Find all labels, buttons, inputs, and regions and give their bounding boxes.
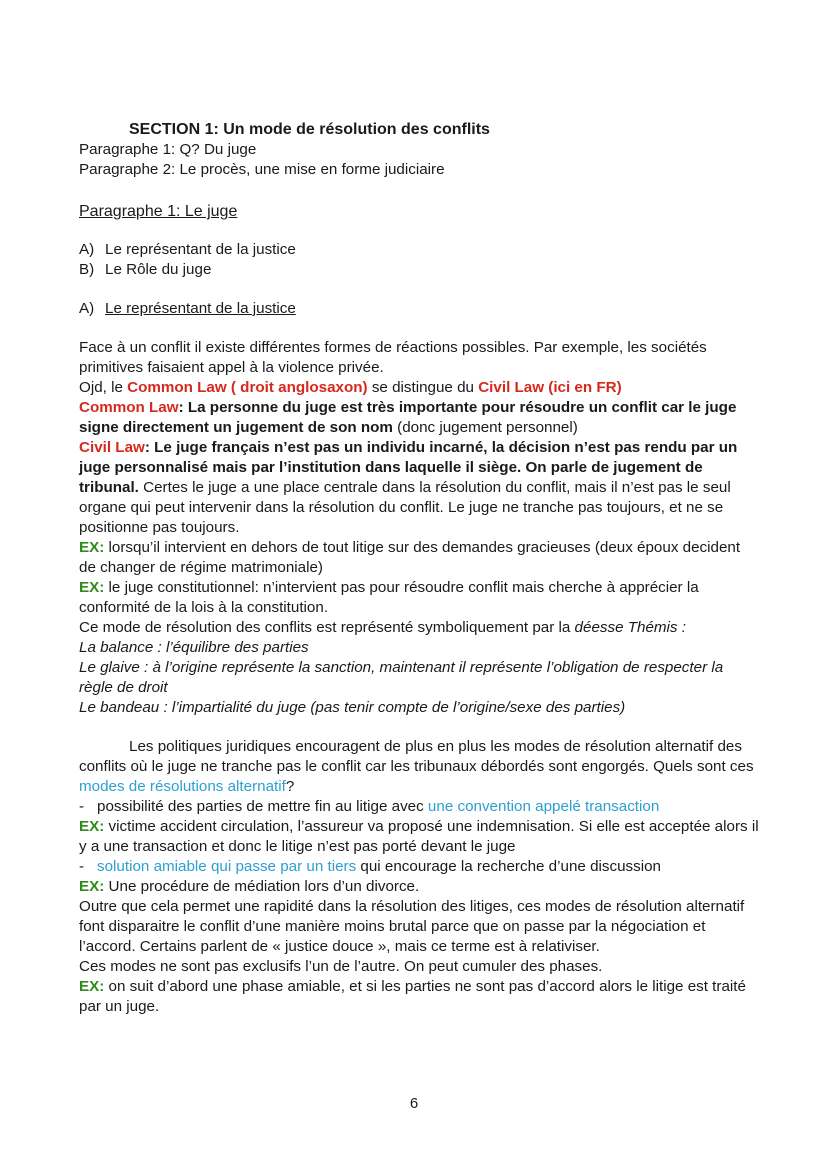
highlight-blue: solution amiable qui passe par un tiers xyxy=(97,858,357,875)
body-paragraph: Face à un conflit il existe différentes formes de réactions possibles. Par exemple, les sociétés primitives faisaient appel à la violence privée. xyxy=(79,339,707,376)
themis-item: Le bandeau : l’impartialité du juge (pas tenir compte de l’origine/sexe des parties) xyxy=(79,699,626,716)
body-paragraph: Ojd, le Common Law ( droit anglosaxon) se distingue du Civil Law (ici en FR) xyxy=(79,379,622,396)
term-label: Civil Law xyxy=(79,439,145,456)
example: EX: Une procédure de médiation lors d’un divorce. xyxy=(79,878,420,895)
outline-item: Paragraphe 1: Q? Du juge xyxy=(79,141,257,158)
example: EX: on suit d’abord une phase amiable, et si les parties ne sont pas d’accord alors le litige est traité par un juge. xyxy=(79,978,746,1015)
body-paragraph: Les politiques juridiques encouragent de plus en plus les modes de résolution alternatif des conflits où le juge ne tranche pas le conflit car les tribunaux débordés sont engorgés. Quels sont ces modes de résolutions alternatif? xyxy=(79,738,754,795)
highlight-blue: une convention appelé transaction xyxy=(427,798,660,815)
sub-heading xyxy=(79,299,759,319)
highlight-red: Common Law ( droit anglosaxon) xyxy=(127,379,368,396)
list-marker: A) xyxy=(79,241,95,258)
page-number: 6 xyxy=(409,1095,419,1112)
body-paragraph: Outre que cela permet une rapidité dans la résolution des litiges, ces modes de résolution alternatif font disparaitre le conflit d’une manière moins brutal parce que on passe par la négociation et l’accord. Certains parlent de « justice douce », mais ce terme est à relativiser. xyxy=(79,898,745,955)
example-label: EX: xyxy=(79,579,105,596)
list-text: Le Rôle du juge xyxy=(105,261,212,278)
body-paragraph: Ce mode de résolution des conflits est représenté symboliquement par la déesse Thémis : xyxy=(79,619,686,636)
sub-heading-text: Le représentant de la justice xyxy=(105,300,296,317)
example: EX: lorsqu’il intervient en dehors de tout litige sur des demandes gracieuses (deux époux decident de changer de régime matrimoniale) xyxy=(79,539,741,576)
highlight-blue: modes de résolutions alternatif xyxy=(79,778,286,795)
example-label: EX: xyxy=(79,878,105,895)
example: EX: victime accident circulation, l’assureur va proposé une indemnisation. Si elle est acceptée alors il y a une transaction et donc le litige n’est pas porté devant le juge xyxy=(79,818,759,855)
section-title: SECTION 1: Un mode de résolution des conflits xyxy=(129,121,490,138)
themis-item: Le glaive : à l’origine représente la sanction, maintenant il représente l’obligation de respecter la règle de droit xyxy=(79,659,724,696)
list-item xyxy=(79,240,759,260)
list-marker: B) xyxy=(79,261,95,278)
document-page xyxy=(79,120,759,1017)
dash-marker: - xyxy=(79,858,85,875)
sub-list xyxy=(79,240,759,280)
body-paragraph: Common Law: La personne du juge est très importante pour résoudre un conflit car le juge signe directement un jugement de son nom (donc jugement personnel) xyxy=(79,399,737,436)
example: EX: le juge constitutionnel: n’intervient pas pour résoudre conflit mais cherche à apprécier la conformité de la lois à la constitution. xyxy=(79,579,699,616)
example-label: EX: xyxy=(79,539,105,556)
term-label: Common Law xyxy=(79,399,179,416)
list-marker: A) xyxy=(79,300,95,317)
dash-marker: - xyxy=(79,798,85,815)
highlight-red: Civil Law (ici en FR) xyxy=(478,379,622,396)
dash-item: - possibilité des parties de mettre fin au litige avec une convention appelé transaction xyxy=(79,798,660,815)
themis-item: La balance : l’équilibre des parties xyxy=(79,639,309,656)
list-text: Le représentant de la justice xyxy=(105,241,296,258)
dash-item: - solution amiable qui passe par un tiers qui encourage la recherche d’une discussion xyxy=(79,858,661,875)
body-paragraph: Civil Law: Le juge français n’est pas un individu incarné, la décision n’est pas rendu par un juge personnalisé mais par l’institution dans laquelle il siège. On parle de jugement de tribunal. Certes le juge a une place centrale dans la résolution du conflit, mais il n’est pas le seul organe qui peut intervenir dans la résolution du conflit. Le juge ne tranche pas toujours, et ne se positionne pas toujours. xyxy=(79,439,738,536)
example-label: EX: xyxy=(79,818,105,835)
example-label: EX: xyxy=(79,978,105,995)
outline-item: Paragraphe 2: Le procès, une mise en forme judiciaire xyxy=(79,161,445,178)
list-item xyxy=(79,260,759,280)
paragraph-heading: Paragraphe 1: Le juge xyxy=(79,203,238,220)
body-paragraph: Ces modes ne sont pas exclusifs l’un de l’autre. On peut cumuler des phases. xyxy=(79,958,603,975)
